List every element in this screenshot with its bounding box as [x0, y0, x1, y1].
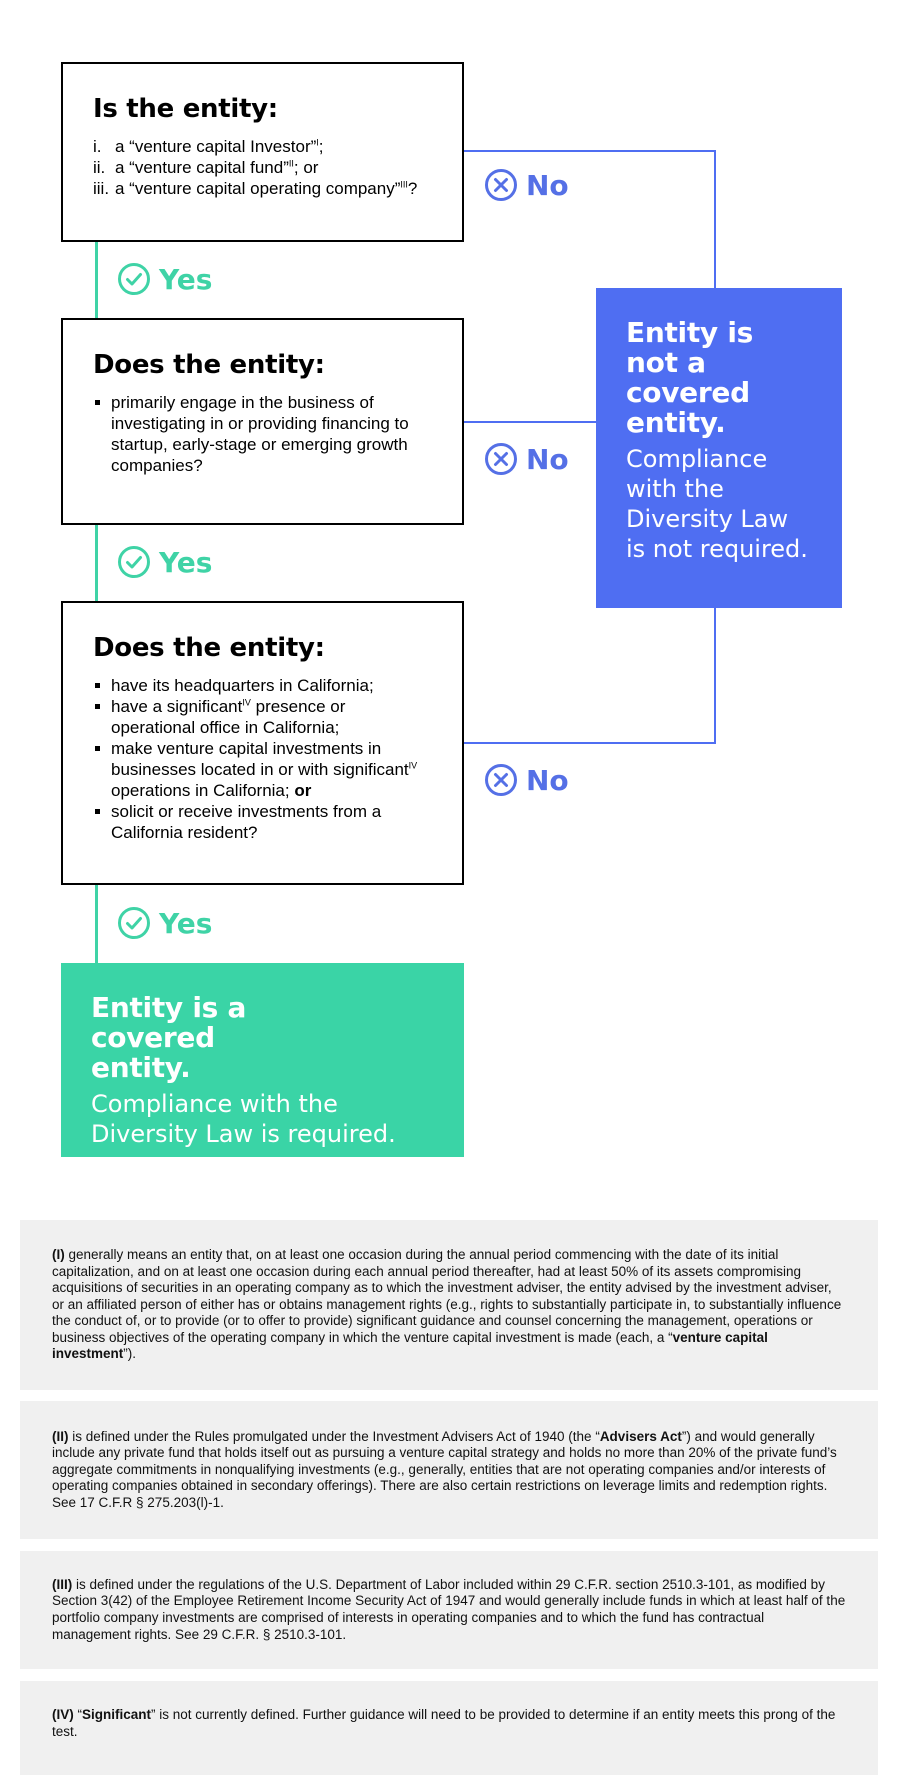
question-3-list [93, 675, 432, 843]
answer-yes-label: Yes [159, 906, 213, 940]
footnote-2-text: (II) is defined under the Rules promulgated under the Investment Advisers Act of 1940 (the “Advisers Act”) and would generally include any private fund that holds itself out as pursuing a venture capital strategy and holds no more than 20% of the private fund’s aggregate commitments in nonqualifying investments (e.g., generally, entities that are not operating companies and/or interests of operating companies obtained in secondary offerings). There are also certain restrictions on leverage limits and redemption rights. See 17 C.F.R § 275.203(l)-1. [52, 1428, 837, 1510]
answer-yes-1 [117, 262, 212, 296]
question-1-list [93, 136, 432, 199]
question-box-1 [61, 62, 464, 242]
no-connector-1-horizontal [462, 150, 716, 152]
no-connector-2-horizontal [462, 421, 596, 423]
question-1-title: Is the entity: [93, 94, 278, 124]
result-not-covered-title: Entity is not a covered entity. [626, 316, 753, 439]
footnote-3 [20, 1551, 878, 1669]
answer-yes-label: Yes [159, 545, 213, 579]
yes-connector-1 [95, 240, 98, 318]
footnote-2 [20, 1401, 878, 1539]
footnote-3-text: (III) is defined under the regulations of the U.S. Department of Labor included within 29 C.F.R. section 2510.3-101, as modified by Section 3(42) of the Employee Retirement Income Security Act of 1947 and would generally include funds in which at least half of the portfolio company investments are comprised of interests in operating companies and to which the fund has contractual management rights. See 29 C.F.R. § 2510.3-101. [52, 1576, 846, 1642]
question-box-2 [61, 318, 464, 525]
list-item: i. a “venture capital Investor”$^I$; [93, 137, 324, 156]
result-not-covered-subtitle: Compliance with the Diversity Law is not required. [626, 445, 808, 563]
footnote-1 [20, 1220, 878, 1390]
list-item: iii. a “venture capital operating company”$^{III}$? [93, 179, 418, 198]
yes-connector-2 [95, 523, 98, 601]
answer-yes-label: Yes [159, 262, 213, 296]
answer-yes-2 [117, 545, 212, 579]
question-box-3 [61, 601, 464, 885]
answer-no-2 [484, 442, 569, 476]
question-2-title: Does the entity: [93, 350, 325, 380]
x-circle-icon [484, 442, 518, 476]
result-covered [61, 963, 464, 1157]
check-circle-icon [117, 906, 151, 940]
footnote-4-text: (IV) “Significant” is not currently defined. Further guidance will need to be provided to determine if an entity meets this prong of the test. [52, 1707, 836, 1739]
x-circle-icon [484, 763, 518, 797]
answer-no-1 [484, 168, 569, 202]
answer-no-label: No [526, 442, 569, 476]
list-item: have a significant$^{IV}$ presence or operational office in California; [93, 696, 432, 738]
list-item: make venture capital investments in businesses located in or with significant$^{IV}$ operations in California; or [93, 738, 432, 801]
list-item: solicit or receive investments from a California resident? [93, 801, 432, 843]
check-circle-icon [117, 262, 151, 296]
question-3-title: Does the entity: [93, 633, 325, 663]
answer-no-3 [484, 763, 569, 797]
x-circle-icon [484, 168, 518, 202]
list-item: ii. a “venture capital fund”$^{II}$; or [93, 158, 319, 177]
no-connector-1-vertical [714, 150, 716, 288]
result-covered-title: Entity is a covered entity. [91, 991, 247, 1084]
result-covered-subtitle: Compliance with the Diversity Law is required. [91, 1090, 396, 1148]
result-not-covered [596, 288, 842, 608]
footnote-4 [20, 1681, 878, 1775]
answer-no-label: No [526, 168, 569, 202]
list-item: have its headquarters in California; [93, 675, 432, 696]
yes-connector-3 [95, 883, 98, 963]
no-connector-3-vertical [714, 607, 716, 744]
no-connector-3-horizontal [462, 742, 716, 744]
answer-no-label: No [526, 763, 569, 797]
footnote-1-text: (I) generally means an entity that, on at least one occasion during the annual period commencing with the date of its initial capitalization, and on at least one occasion during each annual period thereafter, had at least 50% of its assets compromising acquisitions of securities in an operating company as to which the investment adviser, the entity advised by the investment adviser, or an affiliated person of either has or obtains management rights (e.g., rights to substantially participate in, to substantially influence the conduct of, or to provide (or to offer to provide) significant guidance and counsel concerning the management, operations or business objectives of the operating company in which the venture capital investment is made (each, a “venture capital investment”). [52, 1246, 842, 1362]
question-2-list [93, 392, 432, 476]
check-circle-icon [117, 545, 151, 579]
answer-yes-3 [117, 906, 212, 940]
list-item: primarily engage in the business of investigating in or providing financing to startup, early-stage or emerging growth companies? [93, 392, 432, 476]
